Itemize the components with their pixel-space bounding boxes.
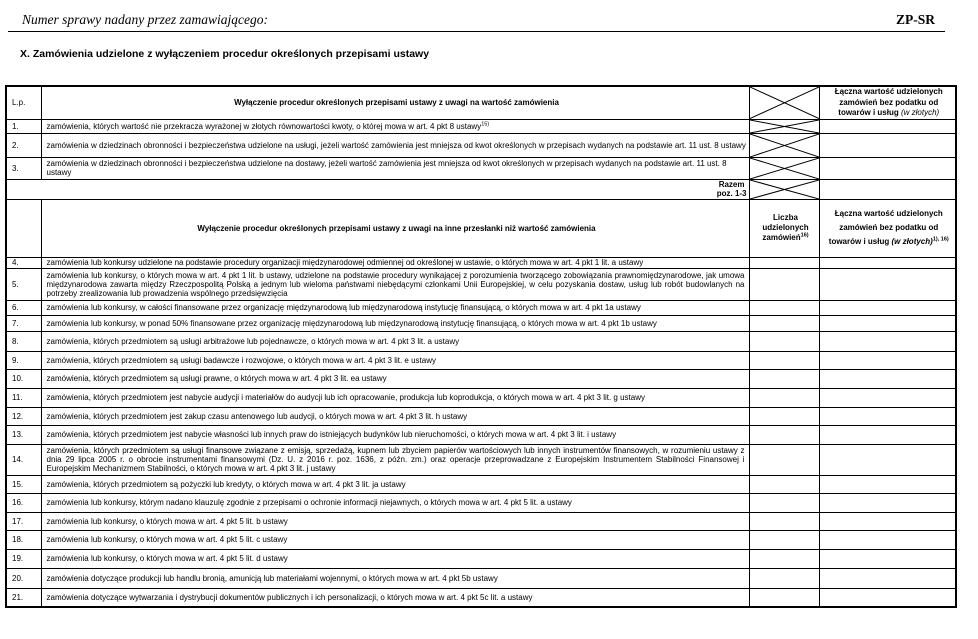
value-cell [819, 530, 956, 549]
count-cell [749, 475, 819, 493]
row-description: zamówienia, których przedmiotem jest zakup czasu antenowego lub audycji, o których mowa w art. 4 pkt 3 lit. h ustawy [41, 407, 749, 425]
x-mark-icon [750, 87, 819, 119]
value-header-text: Łączna wartość udzielonych zamówień bez podatku od towarów i usług [834, 87, 943, 117]
count-cell [749, 530, 819, 549]
row-number: 2. [6, 133, 41, 157]
total-value-cell [819, 179, 956, 199]
footnote-ref: 15) [481, 120, 490, 127]
table-row [6, 493, 956, 512]
value-header-text: Łączna wartość udzielonych zamówień bez podatku od towarów i usług [828, 209, 943, 246]
count-cell [749, 257, 819, 268]
count-header-text: Liczba udzielonych zamówień [762, 213, 809, 242]
row-description: zamówienia, których przedmiotem jest nabycie audycji i materiałów do audycji lub ich opracowanie, produkcja lub koprodukcja, o których mowa w art. 4 pkt 3 lit. g ustawy [41, 388, 749, 407]
crossed-out-cell [749, 119, 819, 133]
table-row [6, 133, 956, 157]
value-cell [819, 407, 956, 425]
row-description: zamówienia lub konkursy, w ponad 50% finansowane przez organizację międzynarodową lub międzynarodową instytucję finansującą, o których mowa w art. 4 pkt 1b ustawy [41, 315, 749, 331]
crossed-out-cell [749, 157, 819, 179]
table-row [6, 351, 956, 369]
count-cell [749, 369, 819, 388]
value-cell [819, 369, 956, 388]
row-description: zamówienia w dziedzinach obronności i bezpieczeństwa udzielone na usługi, jeżeli wartość zamówienia jest mniejsza od kwot określonych w przepisach wydanych na podstawie art. 11 ust. 8 ustawy [41, 133, 749, 157]
part-b-title: Wyłączenie procedur określonych przepisami ustawy z uwagi na inne przesłanki niż wartość zamówienia [41, 199, 749, 257]
x-mark-icon [750, 180, 819, 199]
table-row [6, 549, 956, 568]
crossed-out-cell [749, 133, 819, 157]
row-number: 16. [6, 493, 41, 512]
x-mark-icon [750, 158, 819, 179]
row-description: zamówienia, których przedmiotem są usługi arbitrażowe lub pojednawcze, o których mowa w art. 4 pkt 3 lit. a ustawy [41, 331, 749, 351]
form-code: ZP-SR [895, 12, 935, 27]
value-cell [819, 257, 956, 268]
row-description: zamówienia, których przedmiotem są usługi finansowe związane z emisją, sprzedażą, kupnem lub zbyciem papierów wartościowych lub innych instrumentów finansowych, w rozumieniu ustawy z dnia 29 lipca 2005 r. o obrocie instrumentami finansowymi (Dz. U. z 2016 r. poz. 1636, z późn. zm.) oraz operacje przeprowadzane z Europejskim Instrumentem Stabilności Finansowej i Europejskim Mechanizmem Stabilności, o których mowa w art. 4 pkt 3 lit. j ustawy [41, 444, 749, 475]
table-row [6, 388, 956, 407]
value-cell [819, 388, 956, 407]
row-description: zamówienia, których przedmiotem są usługi badawcze i rozwojowe, o których mowa w art. 4 pkt 3 lit. e ustawy [41, 351, 749, 369]
count-cell [749, 549, 819, 568]
total-label-line1: Razem [718, 180, 745, 189]
value-cell [819, 133, 956, 157]
value-cell [819, 300, 956, 315]
row-description: zamówienia, których przedmiotem są pożyczki lub kredyty, o których mowa w art. 4 pkt 3 lit. ja ustawy [41, 475, 749, 493]
value-header-unit: (w złotych) [891, 237, 933, 246]
table-row [6, 300, 956, 315]
row-description: zamówienia lub konkursy, o których mowa w art. 4 pkt 5 lit. b ustawy [41, 512, 749, 530]
value-cell [819, 444, 956, 475]
value-cell [819, 568, 956, 588]
part-a-header-row [6, 86, 956, 119]
value-cell [819, 157, 956, 179]
value-cell [819, 425, 956, 444]
value-cell [819, 475, 956, 493]
row-description: zamówienia lub konkursy, o których mowa w art. 4 pkt 5 lit. d ustawy [41, 549, 749, 568]
total-label [6, 179, 749, 199]
x-mark-icon [750, 120, 819, 133]
row-number: 5. [6, 268, 41, 300]
count-cell [749, 493, 819, 512]
count-cell [749, 351, 819, 369]
row-number: 1. [6, 119, 41, 133]
row-description: zamówienia, których przedmiotem są usługi prawne, o których mowa w art. 4 pkt 3 lit. ea ustawy [41, 369, 749, 388]
value-cell [819, 588, 956, 607]
table-row [6, 588, 956, 607]
value-cell [819, 331, 956, 351]
value-cell [819, 315, 956, 331]
value-column-header [819, 199, 956, 257]
x-mark-icon [750, 134, 819, 157]
table-row [6, 568, 956, 588]
crossed-out-cell [749, 86, 819, 119]
count-cell [749, 444, 819, 475]
table-row [6, 315, 956, 331]
table-row [6, 331, 956, 351]
part-b-header-row [6, 199, 956, 257]
table-row [6, 530, 956, 549]
count-cell [749, 268, 819, 300]
value-cell [819, 268, 956, 300]
crossed-out-cell [749, 179, 819, 199]
row-description: zamówienia dotyczące produkcji lub handlu bronią, amunicją lub materiałami wojennymi, o których mowa w art. 4 pkt 5b ustawy [41, 568, 749, 588]
lp-column-header: L.p. [6, 86, 41, 119]
row-description: zamówienia lub konkursy udzielone na podstawie procedury organizacji międzynarodowej odmiennej od określonej w ustawie, o których mowa w art. 4 pkt 1 lit. a ustawy [41, 257, 749, 268]
lp-column-header-empty [6, 199, 41, 257]
row-number: 14. [6, 444, 41, 475]
count-cell [749, 407, 819, 425]
part-a-title: Wyłączenie procedur określonych przepisami ustawy z uwagi na wartość zamówienia [41, 86, 749, 119]
value-header-unit: (w złotych) [900, 108, 940, 117]
row-number: 7. [6, 315, 41, 331]
table-row [6, 369, 956, 388]
count-cell [749, 315, 819, 331]
table-row [6, 268, 956, 300]
row-number: 20. [6, 568, 41, 588]
row-description-text: zamówienia, których wartość nie przekracza wyrażonej w złotych równowartości kwoty, o której mowa w art. 4 pkt 8 ustawy [46, 121, 482, 131]
value-cell [819, 119, 956, 133]
row-number: 19. [6, 549, 41, 568]
row-number: 12. [6, 407, 41, 425]
row-description [41, 119, 749, 133]
footnote-ref: 1), 16) [932, 236, 949, 243]
row-number: 15. [6, 475, 41, 493]
value-cell [819, 512, 956, 530]
section-title: X. Zamówienia udzielone z wyłączeniem procedur określonych przepisami ustawy [20, 48, 430, 60]
row-description: zamówienia lub konkursy, o których mowa w art. 4 pkt 5 lit. c ustawy [41, 530, 749, 549]
case-number-label: Numer sprawy nadany przez zamawiającego: [22, 12, 268, 27]
count-cell [749, 568, 819, 588]
count-column-header [749, 199, 819, 257]
count-cell [749, 425, 819, 444]
row-description: zamówienia w dziedzinach obronności i bezpieczeństwa udzielone na dostawy, jeżeli wartość zamówienia jest mniejsza od kwot określonych w przepisach wydanych na podstawie art. 11 ust. 8 ustawy [41, 157, 749, 179]
row-number: 11. [6, 388, 41, 407]
count-cell [749, 300, 819, 315]
value-column-header [819, 86, 956, 119]
table-row [6, 407, 956, 425]
row-number: 21. [6, 588, 41, 607]
table-row [6, 157, 956, 179]
row-number: 3. [6, 157, 41, 179]
row-description: zamówienia lub konkursy, którym nadano klauzulę zgodnie z przepisami o ochronie informacji niejawnych, o których mowa w art. 4 pkt 5 lit. a ustawy [41, 493, 749, 512]
value-cell [819, 493, 956, 512]
count-cell [749, 588, 819, 607]
row-description: zamówienia dotyczące wytwarzania i dystrybucji dokumentów publicznych i ich personalizacji, o których mowa w art. 4 pkt 5c lit. a ustawy [41, 588, 749, 607]
row-number: 8. [6, 331, 41, 351]
count-cell [749, 388, 819, 407]
row-number: 10. [6, 369, 41, 388]
row-number: 9. [6, 351, 41, 369]
row-description: zamówienia lub konkursy, w całości finansowane przez organizację międzynarodową lub międzynarodową instytucję finansującą, o których mowa w art. 4 pkt 1a ustawy [41, 300, 749, 315]
row-number: 17. [6, 512, 41, 530]
table-row [6, 425, 956, 444]
total-label-block [717, 180, 747, 198]
value-cell [819, 351, 956, 369]
table-row [6, 444, 956, 475]
count-cell [749, 331, 819, 351]
value-cell [819, 549, 956, 568]
form-header [8, 0, 945, 32]
table-row [6, 119, 956, 133]
exclusions-table [5, 85, 957, 608]
row-description: zamówienia, których przedmiotem jest nabycie własności lub innych praw do istniejących budynków lub nieruchomości, o których mowa w art. 4 pkt 3 lit. i ustawy [41, 425, 749, 444]
total-row [6, 179, 956, 199]
row-number: 4. [6, 257, 41, 268]
table-row [6, 257, 956, 268]
row-number: 6. [6, 300, 41, 315]
row-description: zamówienia lub konkursy, o których mowa w art. 4 pkt 1 lit. b ustawy, udzielone na podstawie procedury wynikającej z porozumienia tworzącego zobowiązania prawnomiędzynarodowe, jak umowa międzynarodowa zawarta między Rzeczpospolitą Polską a jednym lub wieloma państwami niebędącymi członkami Unii Europejskiej, w celu pozyskania dostaw, usług lub robót budowlanych na potrzeby zrealizowania lub prowadzenia wspólnego przedsięwzięcia [41, 268, 749, 300]
table-row [6, 475, 956, 493]
row-number: 18. [6, 530, 41, 549]
count-cell [749, 512, 819, 530]
row-number: 13. [6, 425, 41, 444]
table-row [6, 512, 956, 530]
total-label-line2: poz. 1-3 [716, 189, 747, 198]
footnote-ref: 16) [800, 232, 809, 239]
